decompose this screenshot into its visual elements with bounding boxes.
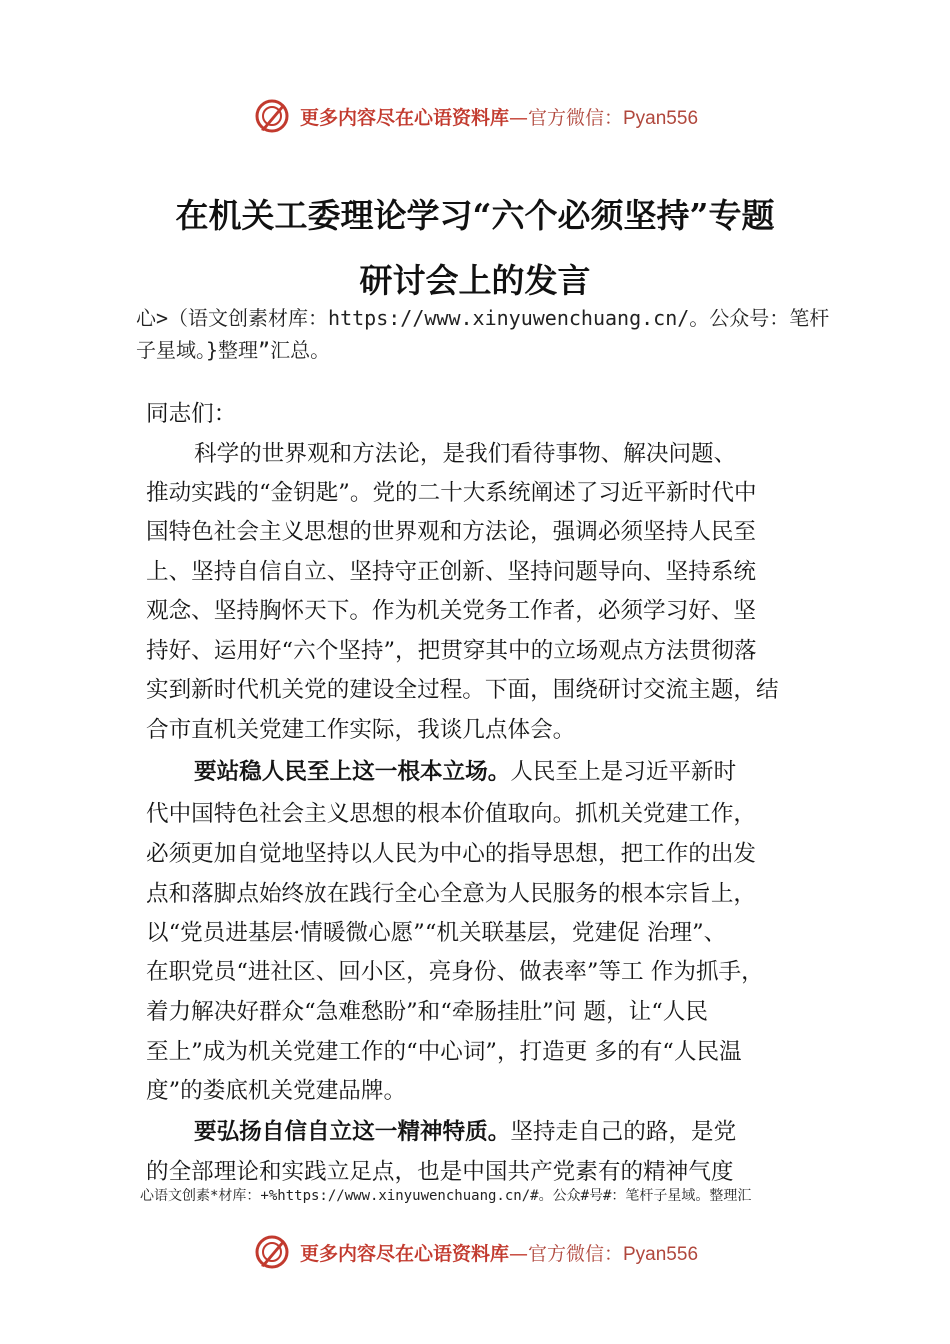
page-title-line-1: 在机关工委理论学习“六个必须坚持”专题 bbox=[175, 196, 775, 235]
page-title-line-2: 研讨会上的发言 bbox=[359, 261, 591, 300]
quill-logo-icon bbox=[252, 96, 292, 136]
paragraph-line: 观念、坚持胸怀天下。作为机关党务工作者，必须学习好、坚 bbox=[146, 598, 757, 624]
banner-sub-text: 官方微信： bbox=[527, 1242, 623, 1265]
paragraph-line: 国特色社会主义思想的世界观和方法论，强调必须坚持人民至 bbox=[146, 519, 757, 545]
paragraph-line: 持好、运用好“六个坚持”，把贯穿其中的立场观点方法贯彻落 bbox=[146, 638, 757, 664]
banner-wechat-id: Pyan556 bbox=[623, 1243, 699, 1265]
section-1-heading: 要站稳人民至上这一根本立场。 bbox=[194, 759, 511, 785]
section-2-heading: 要弘扬自信自立这一精神特质。 bbox=[194, 1119, 511, 1145]
paragraph-line: 着力解决好群众“急难愁盼”和“牵肠挂肚”问 题，让“人民 bbox=[146, 999, 708, 1025]
banner-main-text: 更多内容尽在心语资料库 bbox=[299, 1242, 509, 1265]
section-2-first-line bbox=[194, 1116, 736, 1148]
paragraph-line: 必须更加自觉地坚持以人民为中心的指导思想，把工作的出发 bbox=[146, 841, 757, 867]
paragraph-line: 推动实践的“金钥匙”。党的二十大系统阐述了习近平新时代中 bbox=[146, 480, 757, 506]
paragraph-line: 合市直机关党建工作实际，我谈几点体会。 bbox=[146, 717, 576, 743]
paragraph-line: 实到新时代机关党的建设全过程。下面，围绕研讨交流主题，结 bbox=[146, 677, 779, 703]
banner-sub-text: 官方微信： bbox=[527, 106, 623, 129]
banner-text bbox=[300, 103, 698, 130]
header-banner bbox=[0, 94, 950, 138]
banner-text bbox=[300, 1239, 698, 1266]
paragraph-line: 以“党员进基层·情暖微心愿”“机关联基层，党建促 治理”、 bbox=[146, 920, 727, 946]
banner-main-text: 更多内容尽在心语资料库 bbox=[299, 106, 509, 129]
quill-logo-icon bbox=[252, 1232, 292, 1272]
paragraph-line: 度”的娄底机关党建品牌。 bbox=[146, 1078, 407, 1104]
watermark-top: 心>（语文创素材库：https://www.xinyuwenchuang.cn/。公众号：笔杆子星域。}整理”汇总。 bbox=[136, 306, 830, 362]
paragraph-line: 科学的世界观和方法论，是我们看待事物、解决问题、 bbox=[194, 441, 737, 467]
paragraph-line: 的全部理论和实践立足点，也是中国共产党素有的精神气度 bbox=[146, 1159, 734, 1185]
section-2-text: 坚持走自己的路，是党 bbox=[510, 1119, 737, 1145]
salutation: 同志们： bbox=[146, 401, 237, 427]
paragraph-line: 上、坚持自信自立、坚持守正创新、坚持问题导向、坚持系统 bbox=[146, 559, 757, 585]
paragraph-line: 代中国特色社会主义思想的根本价值取向。抓机关党建工作， bbox=[146, 801, 757, 827]
banner-dash: — bbox=[508, 1242, 528, 1265]
section-1-text: 人民至上是习近平新时 bbox=[510, 759, 737, 785]
banner-wechat-id: Pyan556 bbox=[623, 107, 699, 129]
footer-banner bbox=[0, 1230, 950, 1274]
watermark-bottom: 心语文创素*材库：+%https://www.xinyuwenchuang.cn/#。公众#号#：笔杆子星域。整理汇 bbox=[140, 1188, 752, 1204]
banner-dash: — bbox=[508, 106, 528, 129]
paragraph-line: 在职党员“进社区、回小区，亮身份、做表率”等工 作为抓手， bbox=[146, 959, 764, 985]
paragraph-line: 点和落脚点始终放在践行全心全意为人民服务的根本宗旨上， bbox=[146, 881, 757, 907]
section-1-first-line bbox=[194, 756, 736, 788]
paragraph-line: 至上”成为机关党建工作的“中心词”，打造更 多的有“人民温 bbox=[146, 1039, 742, 1065]
